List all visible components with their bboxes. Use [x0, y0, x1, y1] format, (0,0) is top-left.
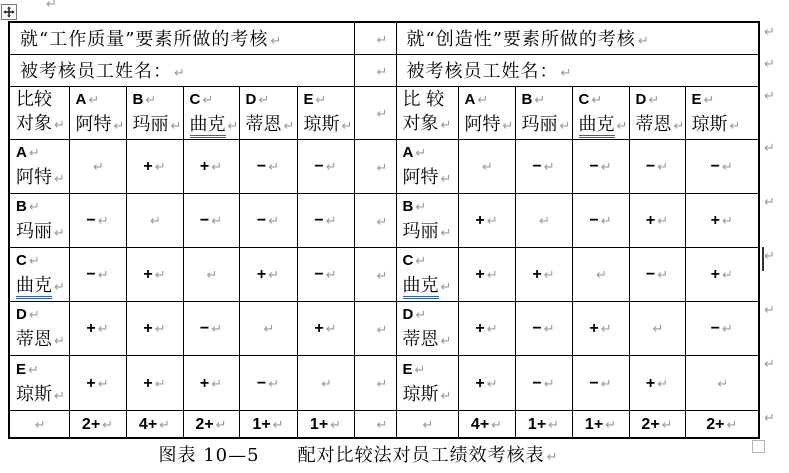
paragraph-mark-icon: ↵ — [415, 146, 427, 161]
paragraph-mark-icon: ↵ — [661, 417, 673, 433]
total-cell[interactable]: 1+ ↵ — [297, 410, 354, 438]
paragraph-mark-icon: ↵ — [657, 376, 669, 392]
paragraph-mark-icon: ↵ — [215, 417, 227, 433]
spacer-cell[interactable] — [354, 410, 396, 438]
row-header-left-A[interactable]: A ↵ 阿特 ↵ — [9, 139, 69, 193]
paragraph-mark-icon: ↵ — [648, 92, 660, 108]
comparison-cell[interactable]: − ↵ — [297, 139, 354, 193]
row-header-right-D[interactable]: D ↵ 蒂恩 ↵ — [396, 301, 458, 355]
spacer-cell[interactable] — [354, 139, 396, 193]
table-row — [9, 139, 759, 193]
comparison-cell[interactable] — [458, 139, 515, 193]
paragraph-mark-icon: ↵ — [54, 226, 65, 241]
paragraph-mark-icon: ↵ — [721, 322, 733, 337]
paragraph-mark-icon: ↵ — [543, 268, 555, 283]
paragraph-mark-icon: ↵ — [159, 417, 171, 433]
column-header-right-E[interactable]: E ↵ 琼斯 ↵ — [685, 86, 759, 139]
paragraph-mark-icon: ↵ — [28, 362, 39, 378]
paragraph-mark-icon: ↵ — [376, 418, 388, 434]
paragraph-mark-icon: ↵ — [559, 118, 571, 134]
paragraph-mark-icon: ↵ — [502, 118, 514, 134]
title-text: 就“工作质量”要素所做的考核 — [20, 29, 269, 51]
paragraph-mark-icon: ↵ — [202, 92, 214, 108]
paragraph-mark-icon: ↵ — [477, 92, 489, 108]
paragraph-mark-icon: ↵ — [54, 280, 65, 295]
table-row — [9, 247, 759, 301]
paragraph-mark-icon: ↵ — [325, 214, 337, 229]
move-arrows-icon — [3, 6, 15, 18]
paragraph-mark-icon: ↵ — [376, 268, 388, 284]
table-row — [9, 22, 759, 54]
paragraph-mark-icon: ↵ — [717, 376, 729, 392]
comparison-cell[interactable]: − ↵ — [629, 139, 685, 193]
comparison-cell[interactable]: − ↵ — [239, 193, 297, 247]
table-move-handle[interactable] — [1, 4, 17, 20]
paragraph-mark-icon: ↵ — [657, 214, 669, 229]
comparison-cell[interactable]: + ↵ — [69, 301, 126, 355]
total-cell[interactable]: 2+ ↵ — [685, 410, 759, 438]
paragraph-mark-icon: ↵ — [376, 377, 388, 392]
end-of-row-mark-icon: ↵ — [764, 249, 775, 264]
paragraph-mark-icon: ↵ — [376, 160, 388, 176]
column-header-left-E[interactable]: E ↵ 琼斯 ↵ — [297, 86, 354, 139]
paragraph-mark-icon: ↵ — [600, 214, 612, 229]
comparison-cell[interactable]: + ↵ — [69, 355, 126, 410]
comparison-cell[interactable]: + ↵ — [458, 301, 515, 355]
paragraph-mark-icon: ↵ — [486, 268, 498, 283]
row-header-right-C[interactable]: C ↵ 曲克 ↵ — [396, 247, 458, 301]
end-of-row-mark-icon: ↵ — [764, 25, 775, 40]
paragraph-mark-icon: ↵ — [154, 268, 166, 283]
paragraph-mark-icon: ↵ — [415, 200, 427, 215]
paragraph-mark-icon: ↵ — [93, 160, 104, 175]
paragraph-mark-icon: ↵ — [321, 376, 332, 392]
comparison-cell[interactable]: − ↵ — [515, 301, 572, 355]
paragraph-mark-icon: ↵ — [97, 376, 109, 392]
paragraph-mark-icon: ↵ — [97, 268, 109, 283]
paragraph-mark-icon: ↵ — [376, 32, 388, 48]
paragraph-mark-icon: ↵ — [440, 388, 452, 404]
total-cell[interactable]: 4+ ↵ — [126, 410, 183, 438]
paragraph-mark-icon: ↵ — [539, 214, 550, 229]
paragraph-mark-icon: ↵ — [28, 308, 40, 323]
paired-comparison-table — [8, 21, 760, 439]
comparison-cell[interactable] — [239, 301, 297, 355]
corner-line1: 比 较 — [402, 88, 445, 110]
total-cell[interactable]: 1+ ↵ — [239, 410, 297, 438]
paragraph-mark-icon: ↵ — [657, 160, 669, 175]
comparison-cell[interactable]: − ↵ — [69, 193, 126, 247]
spacer-cell[interactable] — [354, 193, 396, 247]
column-header-left-A[interactable]: A ↵ 阿特 ↵ — [69, 86, 126, 139]
comparison-cell[interactable] — [685, 355, 759, 410]
paragraph-mark-icon: ↵ — [543, 322, 555, 337]
paragraph-mark-icon: ↵ — [211, 376, 223, 392]
paragraph-mark-icon: ↵ — [54, 117, 65, 133]
paragraph-mark-icon: ↵ — [325, 160, 337, 175]
paragraph-mark-icon: ↵ — [482, 160, 493, 175]
corner-header-right[interactable] — [396, 86, 458, 139]
paragraph-mark-icon: ↵ — [268, 268, 280, 283]
comparison-cell[interactable]: − ↵ — [572, 355, 629, 410]
comparison-cell[interactable]: + ↵ — [126, 139, 183, 193]
paragraph-mark-icon: ↵ — [46, 0, 57, 12]
comparison-cell[interactable]: + ↵ — [572, 301, 629, 355]
paragraph-mark-icon: ↵ — [415, 308, 427, 323]
comparison-cell[interactable] — [515, 193, 572, 247]
paragraph-mark-icon: ↵ — [211, 160, 223, 175]
row-header-right-A[interactable]: A ↵ 阿特 ↵ — [396, 139, 458, 193]
paragraph-mark-icon: ↵ — [486, 376, 498, 392]
comparison-cell[interactable] — [126, 193, 183, 247]
comparison-cell[interactable]: − ↵ — [572, 139, 629, 193]
table-row — [9, 193, 759, 247]
comparison-cell[interactable]: + ↵ — [126, 301, 183, 355]
row-header-left-E[interactable]: E ↵ 琼斯 ↵ — [9, 355, 69, 410]
paragraph-mark-icon: ↵ — [600, 160, 612, 175]
employee-name-cell-left[interactable] — [9, 54, 354, 86]
grammar-underlined-text: 曲克 — [403, 275, 439, 299]
spacer-cell[interactable] — [354, 247, 396, 301]
paragraph-mark-icon: ↵ — [174, 66, 185, 81]
comparison-cell[interactable]: − ↵ — [239, 355, 297, 410]
name-label: 被考核员工姓名： — [406, 61, 559, 82]
comparison-cell[interactable]: − ↵ — [515, 139, 572, 193]
caption-label: 图表 10—5 — [158, 445, 260, 466]
paragraph-mark-icon: ↵ — [652, 322, 664, 337]
comparison-cell[interactable]: − ↵ — [69, 247, 126, 301]
end-of-row-mark-icon: ↵ — [764, 141, 775, 156]
paragraph-mark-icon: ↵ — [34, 418, 46, 434]
name-label: 被考核员工姓名： — [20, 61, 172, 82]
paragraph-mark-icon: ↵ — [534, 92, 546, 108]
end-of-row-mark-icon: ↵ — [764, 303, 775, 318]
paragraph-mark-icon: ↵ — [721, 160, 733, 175]
paragraph-mark-icon: ↵ — [97, 214, 109, 229]
end-of-row-mark-icon: ↵ — [764, 89, 775, 104]
comparison-cell[interactable] — [69, 139, 126, 193]
row-header-left-C[interactable]: C ↵ 曲克 ↵ — [9, 247, 69, 301]
total-cell-empty[interactable] — [9, 410, 69, 438]
row-header-left-D[interactable]: D ↵ 蒂恩 ↵ — [9, 301, 69, 355]
comparison-cell[interactable]: + ↵ — [458, 193, 515, 247]
paragraph-mark-icon: ↵ — [726, 417, 738, 433]
paragraph-mark-icon: ↵ — [486, 214, 498, 229]
paragraph-mark-icon: ↵ — [258, 92, 270, 108]
table-row — [9, 301, 759, 355]
paragraph-mark-icon: ↵ — [422, 418, 434, 434]
spacer-cell[interactable] — [354, 22, 396, 54]
spacer-cell[interactable] — [354, 86, 396, 139]
paragraph-mark-icon: ↵ — [330, 417, 342, 433]
paragraph-mark-icon: ↵ — [440, 172, 452, 187]
comparison-cell[interactable] — [572, 247, 629, 301]
paragraph-mark-icon: ↵ — [415, 254, 427, 269]
paragraph-mark-icon: ↵ — [113, 118, 125, 134]
paragraph-mark-icon: ↵ — [28, 146, 40, 161]
comparison-cell[interactable]: − ↵ — [297, 247, 354, 301]
table-row — [9, 54, 759, 86]
paragraph-mark-icon: ↵ — [325, 268, 337, 283]
paragraph-mark-icon: ↵ — [97, 322, 109, 337]
paragraph-mark-icon: ↵ — [616, 118, 628, 134]
paragraph-mark-icon: ↵ — [657, 268, 669, 283]
comparison-cell[interactable]: + ↵ — [458, 355, 515, 410]
paragraph-mark-icon: ↵ — [596, 268, 607, 283]
end-of-row-mark-icon: ↵ — [764, 411, 775, 426]
employee-name-cell-right[interactable] — [396, 54, 759, 86]
total-cell[interactable]: 1+ ↵ — [572, 410, 629, 438]
row-header-left-B[interactable]: B ↵ 玛丽 ↵ — [9, 193, 69, 247]
total-cell[interactable]: 4+ ↵ — [458, 410, 515, 438]
caption-title: 配对比较法对员工绩效考核表 — [297, 445, 545, 466]
comparison-cell[interactable]: − ↵ — [685, 301, 759, 355]
comparison-cell[interactable]: + ↵ — [629, 355, 685, 410]
table-header-row — [9, 86, 759, 139]
paragraph-mark-icon: ↵ — [543, 376, 555, 392]
paragraph-mark-icon: ↵ — [268, 214, 280, 229]
comparison-cell[interactable] — [629, 301, 685, 355]
comparison-cell[interactable]: − ↵ — [685, 139, 759, 193]
comparison-cell[interactable]: + ↵ — [629, 193, 685, 247]
spacer-cell[interactable] — [354, 54, 396, 86]
paragraph-mark-icon: ↵ — [227, 118, 239, 134]
comparison-cell[interactable]: − ↵ — [239, 139, 297, 193]
column-header-right-B[interactable]: B ↵ 玛丽 ↵ — [515, 86, 572, 139]
paragraph-mark-icon: ↵ — [154, 322, 166, 337]
corner-line2: 对象 — [16, 112, 52, 134]
paragraph-mark-icon: ↵ — [54, 172, 65, 187]
comparison-cell[interactable]: + ↵ — [297, 301, 354, 355]
comparison-cell[interactable] — [297, 355, 354, 410]
paragraph-mark-icon: ↵ — [600, 322, 612, 337]
paragraph-mark-icon: ↵ — [543, 160, 555, 175]
paragraph-mark-icon: ↵ — [88, 92, 100, 108]
column-header-right-A[interactable]: A ↵ 阿特 ↵ — [458, 86, 515, 139]
figure-caption[interactable] — [8, 441, 708, 467]
paragraph-mark-icon: ↵ — [729, 118, 741, 134]
paragraph-mark-icon: ↵ — [376, 107, 388, 122]
paragraph-mark-icon: ↵ — [637, 34, 649, 50]
paragraph-mark-icon: ↵ — [150, 214, 161, 229]
paragraph-mark-icon: ↵ — [548, 417, 560, 433]
paragraph-mark-icon: ↵ — [283, 118, 295, 134]
comparison-cell[interactable]: + ↵ — [183, 355, 239, 410]
paragraph-mark-icon: ↵ — [263, 322, 275, 337]
comparison-cell[interactable]: − ↵ — [183, 301, 239, 355]
comparison-cell[interactable]: + ↵ — [126, 247, 183, 301]
corner-line2: 对象 — [402, 112, 439, 134]
comparison-cell[interactable]: + ↵ — [515, 247, 572, 301]
paragraph-mark-icon: ↵ — [376, 214, 388, 230]
paragraph-mark-icon: ↵ — [376, 322, 388, 338]
paragraph-mark-icon: ↵ — [560, 66, 572, 81]
paragraph-mark-icon: ↵ — [270, 34, 282, 50]
paragraph-mark-icon: ↵ — [211, 214, 223, 229]
column-header-right-D[interactable]: D ↵ 蒂恩 ↵ — [629, 86, 685, 139]
paragraph-mark-icon: ↵ — [703, 92, 715, 108]
paragraph-mark-icon: ↵ — [268, 160, 280, 175]
paragraph-mark-icon: ↵ — [341, 118, 353, 134]
paragraph-mark-icon: ↵ — [206, 268, 218, 283]
paragraph-mark-icon: ↵ — [605, 417, 617, 433]
grammar-underlined-text: 曲克 — [190, 114, 226, 138]
paragraph-mark-icon: ↵ — [315, 92, 327, 108]
total-cell[interactable]: 2+ ↵ — [69, 410, 126, 438]
comparison-cell[interactable]: − ↵ — [183, 193, 239, 247]
total-cell[interactable]: 2+ ↵ — [629, 410, 685, 438]
comparison-cell[interactable]: + ↵ — [458, 247, 515, 301]
comparison-cell[interactable] — [183, 247, 239, 301]
paragraph-mark-icon: ↵ — [486, 322, 498, 337]
paragraph-mark-icon: ↵ — [600, 376, 612, 392]
paragraph-mark-icon: ↵ — [211, 322, 223, 337]
comparison-cell[interactable]: − ↵ — [297, 193, 354, 247]
paragraph-mark-icon: ↵ — [673, 118, 685, 134]
total-cell-empty[interactable] — [396, 410, 458, 438]
paragraph-mark-icon: ↵ — [28, 200, 40, 215]
comparison-cell[interactable]: + ↵ — [685, 247, 759, 301]
comparison-cell[interactable]: − ↵ — [629, 247, 685, 301]
comparison-cell[interactable]: + ↵ — [685, 193, 759, 247]
paragraph-mark-icon: ↵ — [154, 376, 166, 392]
paragraph-mark-icon: ↵ — [54, 334, 65, 349]
total-cell[interactable]: 1+ ↵ — [515, 410, 572, 438]
column-header-right-C[interactable]: C ↵ 曲克 ↵ — [572, 86, 629, 139]
paragraph-mark-icon: ↵ — [440, 334, 452, 349]
totals-row — [9, 410, 759, 438]
comparison-cell[interactable]: + ↵ — [126, 355, 183, 410]
comparison-cell[interactable]: − ↵ — [572, 193, 629, 247]
paragraph-mark-icon: ↵ — [28, 254, 40, 269]
paragraph-mark-icon: ↵ — [721, 268, 733, 283]
paragraph-mark-icon: ↵ — [440, 117, 452, 133]
end-of-row-mark-icon: ↵ — [764, 57, 775, 72]
row-header-right-E[interactable]: E ↵ 琼斯 ↵ — [396, 355, 458, 410]
paragraph-mark-icon: ↵ — [376, 64, 388, 80]
title-cell-work-quality[interactable] — [9, 22, 354, 54]
corner-header-left[interactable] — [9, 86, 69, 139]
comparison-cell[interactable]: − ↵ — [515, 355, 572, 410]
row-header-right-B[interactable]: B ↵ 玛丽 ↵ — [396, 193, 458, 247]
column-header-left-D[interactable]: D ↵ 蒂恩 ↵ — [239, 86, 297, 139]
paragraph-mark-icon: ↵ — [145, 92, 157, 108]
corner-line1: 比较 — [16, 88, 52, 110]
paragraph-mark-icon: ↵ — [546, 450, 558, 465]
grammar-underlined-text: 曲克 — [579, 114, 615, 138]
end-of-row-mark-icon: ↵ — [764, 357, 775, 372]
title-cell-creativity[interactable] — [396, 22, 759, 54]
paragraph-mark-icon: ↵ — [491, 417, 503, 433]
paragraph-mark-icon: ↵ — [154, 160, 166, 175]
paragraph-mark-icon: ↵ — [272, 417, 284, 433]
end-of-row-mark-icon: ↵ — [764, 195, 775, 210]
spacer-cell[interactable] — [354, 355, 396, 410]
paragraph-mark-icon: ↵ — [414, 362, 426, 378]
paragraph-mark-icon: ↵ — [102, 417, 114, 433]
comparison-cell[interactable]: + ↵ — [239, 247, 297, 301]
column-header-left-C[interactable]: C ↵ 曲克 ↵ — [183, 86, 239, 139]
paragraph-mark-icon: ↵ — [440, 226, 452, 241]
paragraph-mark-icon: ↵ — [325, 322, 337, 337]
grammar-underlined-text: 曲克 — [16, 275, 52, 299]
table-row — [9, 355, 759, 410]
paragraph-mark-icon: ↵ — [170, 118, 182, 134]
text-cursor-caret — [762, 247, 764, 271]
end-marker-square — [752, 440, 765, 453]
spacer-cell[interactable] — [354, 301, 396, 355]
paragraph-mark-icon: ↵ — [268, 376, 280, 392]
comparison-cell[interactable]: + ↵ — [183, 139, 239, 193]
paragraph-mark-icon: ↵ — [54, 388, 65, 404]
paragraph-mark-icon: ↵ — [721, 214, 733, 229]
column-header-left-B[interactable]: B ↵ 玛丽 ↵ — [126, 86, 183, 139]
paragraph-mark-icon: ↵ — [440, 280, 452, 295]
total-cell[interactable]: 2+ ↵ — [183, 410, 239, 438]
paragraph-mark-icon: ↵ — [591, 92, 603, 108]
title-text: 就“创造性”要素所做的考核 — [406, 29, 636, 51]
